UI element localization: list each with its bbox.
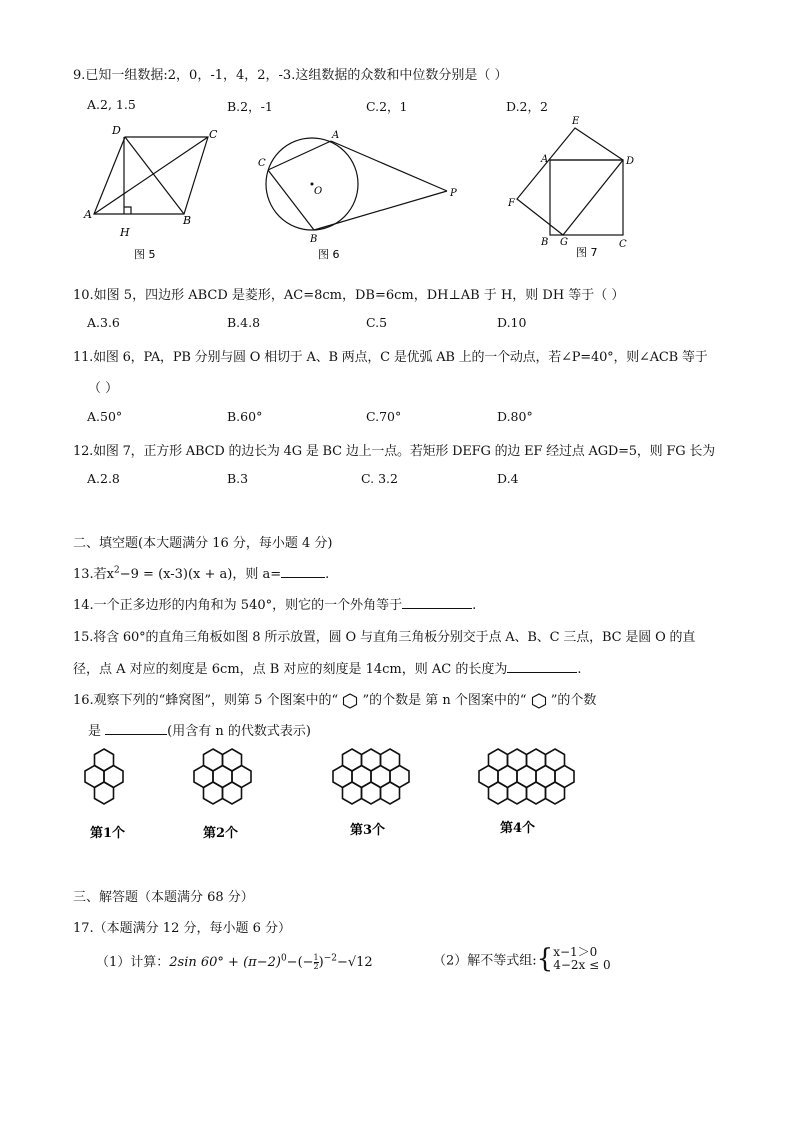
label-h: H xyxy=(120,226,130,239)
q13 xyxy=(73,563,329,582)
q17-frac-num: 1 xyxy=(313,953,319,962)
figure-5 xyxy=(80,118,240,263)
q15-line1: 15.将含 60°的直角三角板如图 8 所示放置，圆 O 与直角三角板分别交于点 A、B、C 三点，BC 是圆 O 的直 xyxy=(73,630,696,645)
q17-ineq-2: 4−2x ≤ 0 xyxy=(553,958,611,972)
q17-part1-label: （1）计算： xyxy=(96,955,170,970)
label-d: D xyxy=(112,124,121,137)
label-e: E xyxy=(572,116,580,127)
q15-line2 xyxy=(73,658,582,677)
q16-line1 xyxy=(73,689,596,709)
q11-text-cont: （ ） xyxy=(88,381,119,396)
q10-option-d: D.10 xyxy=(497,315,527,330)
label-d: D xyxy=(626,156,635,167)
q14 xyxy=(73,594,476,613)
q16-part2: ”的个数是 第 n 个图案中的“ xyxy=(362,693,527,708)
q11-option-a: A.50° xyxy=(87,409,123,424)
q13-prefix: 13.若x xyxy=(73,567,115,582)
figure-7 xyxy=(500,112,650,262)
section-2-title: 二、填空题(本大题满分 16 分，每小题 4 分) xyxy=(73,536,333,551)
label-b: B xyxy=(310,234,318,245)
honeycomb-1 xyxy=(85,749,123,804)
honeycomb-label-2: 第2个 xyxy=(203,826,239,841)
q16-part3: ”的个数 xyxy=(550,693,597,708)
q17-expr-a: 2sin 60° + (π−2) xyxy=(169,955,281,970)
label-a: A xyxy=(84,208,92,221)
honeycomb-figures xyxy=(78,745,638,845)
q15-answer-blank[interactable] xyxy=(507,660,577,673)
label-c: C xyxy=(619,239,627,250)
label-c: C xyxy=(258,158,266,169)
q10-option-a: A.3.6 xyxy=(87,315,120,330)
label-p: P xyxy=(450,188,457,199)
q17-title: 17.（本题满分 12 分，每小题 6 分） xyxy=(73,921,292,936)
honeycomb-label-1: 第1个 xyxy=(90,826,126,841)
q13-end: . xyxy=(325,567,330,582)
q9-option-d: D.2，2 xyxy=(506,99,548,114)
q12-option-b: B.3 xyxy=(227,471,249,486)
q16-part1: 16.观察下列的“蜂窝图”，则第 5 个图案中的“ xyxy=(73,693,339,708)
q11-option-c: C.70° xyxy=(366,409,402,424)
square-rectangle-shape xyxy=(517,128,623,235)
inequality-system xyxy=(553,946,610,972)
label-a: A xyxy=(541,154,549,165)
honeycomb-2 xyxy=(194,749,251,804)
q11-option-d: D.80° xyxy=(497,409,533,424)
q10-option-c: C.5 xyxy=(366,315,388,330)
q13-mid: −9 = (x-3)(x + a)，则 a= xyxy=(119,567,282,582)
label-o: O xyxy=(314,186,323,197)
honeycomb-label-3: 第3个 xyxy=(350,823,386,838)
q12-option-c: C. 3.2 xyxy=(361,471,398,486)
q9-option-a: A.2, 1.5 xyxy=(87,97,136,112)
figure-6 xyxy=(250,118,470,263)
q9-text: 9.已知一组数据:2，0，-1，4，2，-3.这组数据的众数和中位数分别是（ ） xyxy=(73,68,508,83)
hexagon-icon xyxy=(342,693,358,709)
q14-text: 14.一个正多边形的内角和为 540°，则它的一个外角等于 xyxy=(73,598,403,613)
label-c: C xyxy=(209,128,218,141)
q13-answer-blank[interactable] xyxy=(281,565,325,578)
q16-line2b: (用含有 n 的代数式表示) xyxy=(167,724,311,739)
q16-line2a: 是 xyxy=(88,724,106,739)
q16-answer-blank[interactable] xyxy=(105,722,167,735)
honeycomb-3 xyxy=(333,749,409,804)
q17-expr-d: −√12 xyxy=(336,955,373,970)
q9-option-c: C.2，1 xyxy=(366,99,408,114)
section-3-title: 三、解答题（本题满分 68 分） xyxy=(73,890,254,905)
q12-text: 12.如图 7，正方形 ABCD 的边长为 4G 是 BC 边上一点。若矩形 DEFG 的边 EF 经过点 AGD=5，则 FG 长为 xyxy=(73,444,715,459)
q17-exp0: 0 xyxy=(280,953,287,964)
q17-frac-den: 2 xyxy=(313,962,319,971)
rhombus-shape xyxy=(94,137,208,214)
honeycomb-label-4: 第4个 xyxy=(500,821,536,836)
q16-line2 xyxy=(88,720,311,739)
q17-expr-c: ) xyxy=(318,955,324,970)
fig5-caption: 图 5 xyxy=(134,248,156,261)
q15-line2-text: 径，点 A 对应的刻度是 6cm，点 B 对应的刻度是 14cm，则 AC 的长度为 xyxy=(73,662,508,677)
hexagon-icon xyxy=(531,693,547,709)
q17-part1 xyxy=(96,951,373,971)
label-g: G xyxy=(560,237,568,248)
q17-exp2: −2 xyxy=(323,953,337,964)
q13-exponent: 2 xyxy=(114,565,120,576)
q17-part2-label: （2）解不等式组: xyxy=(433,953,537,969)
q11-text: 11.如图 6，PA，PB 分别与圆 O 相切于 A、B 两点，C 是优弧 AB 上的一个动点，若∠P=40°，则∠ACB 等于 xyxy=(73,350,708,365)
fig7-caption: 图 7 xyxy=(576,246,598,259)
q12-option-a: A.2.8 xyxy=(87,471,120,486)
q14-end: . xyxy=(472,598,477,613)
q17-part2 xyxy=(433,946,611,972)
q17-expr-b: −(− xyxy=(286,955,314,970)
circle-tangent-shape xyxy=(266,138,447,230)
label-b: B xyxy=(541,237,549,248)
q12-option-d: D.4 xyxy=(497,471,519,486)
q10-option-b: B.4.8 xyxy=(227,315,261,330)
q9-option-b: B.2，-1 xyxy=(227,99,273,114)
fig6-caption: 图 6 xyxy=(318,248,340,261)
q14-answer-blank[interactable] xyxy=(402,596,472,609)
label-f: F xyxy=(508,198,515,209)
label-b: B xyxy=(183,214,192,227)
q10-text: 10.如图 5，四边形 ABCD 是菱形，AC=8cm，DB=6cm，DH⊥AB 于 H，则 DH 等于（ ） xyxy=(73,288,625,303)
q11-option-b: B.60° xyxy=(227,409,263,424)
brace-icon: { xyxy=(536,944,554,974)
q17-ineq-1: x−1＞0 xyxy=(553,945,598,959)
label-a: A xyxy=(332,130,340,141)
q15-end: . xyxy=(577,662,582,677)
honeycomb-4 xyxy=(479,749,574,804)
